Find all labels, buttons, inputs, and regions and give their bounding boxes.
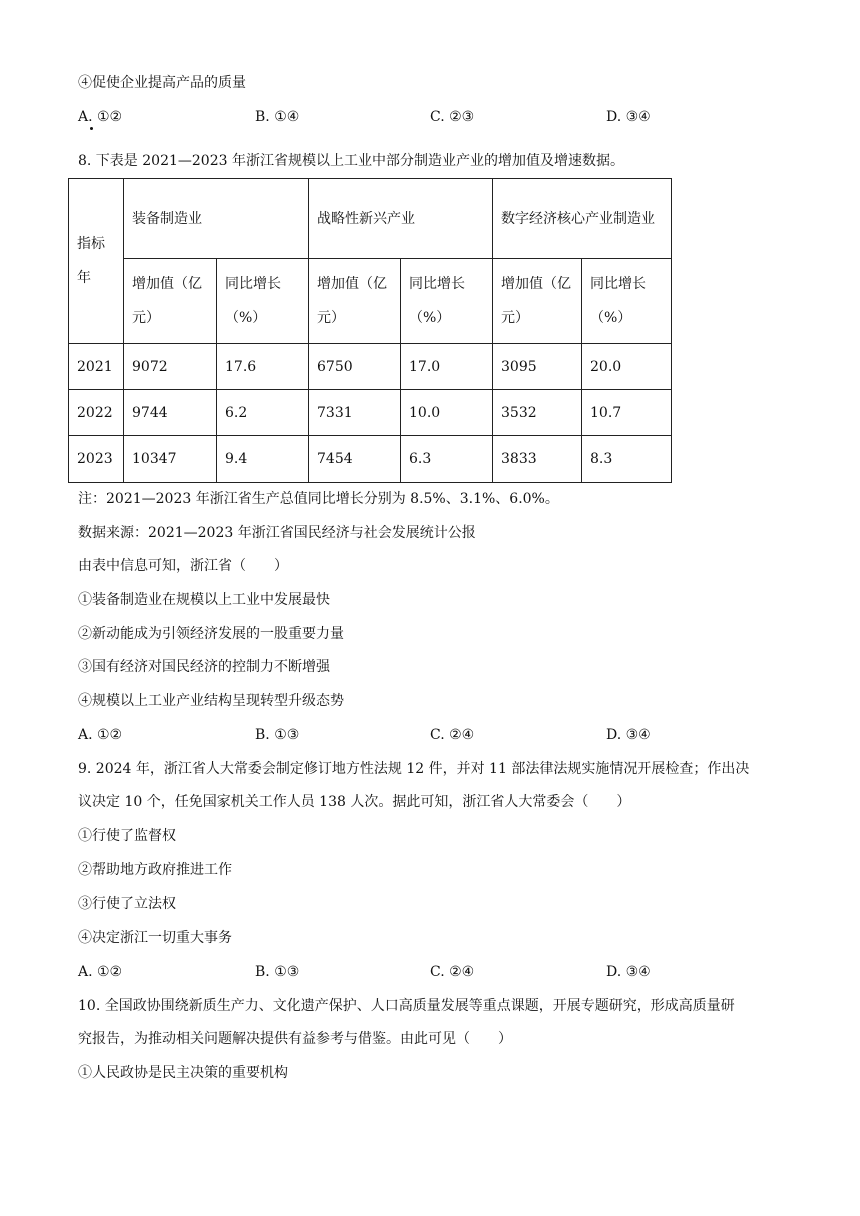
table-cell: 17.0 [401, 344, 493, 390]
q8-source: 数据来源：2021—2023 年浙江省国民经济与社会发展统计公报 [78, 525, 476, 541]
q7-options [78, 107, 778, 127]
q8-option-c: C. ②④ [430, 727, 475, 743]
year-cell: 2023 [69, 436, 124, 483]
table-cell: 10.7 [582, 390, 672, 436]
sub-header-growth: 同比增长（%） [582, 259, 672, 344]
sub-header-growth: 同比增长（%） [401, 259, 493, 344]
table-cell: 8.3 [582, 436, 672, 483]
table-cell: 7454 [309, 436, 401, 483]
q8-option-d: D. ③④ [606, 727, 651, 743]
q8-stem: 8. 下表是 2021—2023 年浙江省规模以上工业中部分制造业产业的增加值及增速数据。 [78, 153, 624, 169]
table-cell: 10347 [124, 436, 217, 483]
q8-item-3: ③国有经济对国民经济的控制力不断增强 [78, 659, 330, 675]
q8-option-a: A. ①② [78, 727, 123, 743]
sub-header-growth: 同比增长（%） [217, 259, 309, 344]
answer-dot-mark [90, 127, 93, 130]
q9-item-1: ①行使了监督权 [78, 828, 176, 844]
q8-note: 注：2021—2023 年浙江省生产总值同比增长分别为 8.5%、3.1%、6.0%。 [78, 491, 559, 507]
year-cell: 2022 [69, 390, 124, 436]
q7-option-d: D. ③④ [606, 109, 651, 125]
table-cell: 6.3 [401, 436, 493, 483]
table-cell: 10.0 [401, 390, 493, 436]
q9-item-3: ③行使了立法权 [78, 896, 176, 912]
table-cell: 9.4 [217, 436, 309, 483]
q9-item-4: ④决定浙江一切重大事务 [78, 930, 232, 946]
group-header-digital: 数字经济核心产业制造业 [493, 179, 672, 259]
q7-option-b: B. ①④ [255, 109, 300, 125]
q9-option-d: D. ③④ [606, 964, 651, 980]
table-cell: 3532 [493, 390, 582, 436]
table-cell: 3095 [493, 344, 582, 390]
sub-header-value: 增加值（亿元） [493, 259, 582, 344]
table-corner-cell [69, 179, 124, 344]
q9-options [78, 962, 778, 982]
table-cell: 6750 [309, 344, 401, 390]
q9-stem-line-2: 议决定 10 个，任免国家机关工作人员 138 人次。据此可知，浙江省人大常委会（ ） [78, 794, 631, 810]
q8-item-2: ②新动能成为引领经济发展的一股重要力量 [78, 626, 344, 642]
q7-item-4: ④促使企业提高产品的质量 [78, 75, 246, 91]
q10-stem-line-2: 究报告，为推动相关问题解决提供有益参考与借鉴。由此可见（ ） [78, 1031, 512, 1047]
q9-item-2: ②帮助地方政府推进工作 [78, 862, 232, 878]
q10-stem-line-1: 10. 全国政协围绕新质生产力、文化遗产保护、人口高质量发展等重点课题，开展专题研究，形成高质量研 [78, 998, 735, 1014]
group-header-equipment: 装备制造业 [124, 179, 309, 259]
q9-option-b: B. ①③ [255, 964, 300, 980]
corner-year-label: 年 [77, 270, 91, 286]
table-cell: 9744 [124, 390, 217, 436]
q7-option-a: A. ①② [78, 109, 123, 125]
q8-question: 由表中信息可知，浙江省（ ） [78, 558, 288, 574]
q9-option-c: C. ②④ [430, 964, 475, 980]
table-cell: 3833 [493, 436, 582, 483]
table-row [69, 436, 672, 483]
table-cell: 7331 [309, 390, 401, 436]
table-row [69, 344, 672, 390]
q8-item-4: ④规模以上工业产业结构呈现转型升级态势 [78, 693, 344, 709]
q8-data-table [68, 178, 672, 483]
q7-option-c: C. ②③ [430, 109, 475, 125]
corner-indicator-label: 指标 [77, 236, 105, 252]
table-cell: 20.0 [582, 344, 672, 390]
table-cell: 9072 [124, 344, 217, 390]
table-row [69, 390, 672, 436]
group-header-strategic: 战略性新兴产业 [309, 179, 493, 259]
q9-stem-line-1: 9. 2024 年，浙江省人大常委会制定修订地方性法规 12 件，并对 11 部法律法规实施情况开展检查；作出决 [78, 761, 750, 777]
q10-item-1: ①人民政协是民主决策的重要机构 [78, 1065, 288, 1081]
table-cell: 6.2 [217, 390, 309, 436]
q9-option-a: A. ①② [78, 964, 123, 980]
table-cell: 17.6 [217, 344, 309, 390]
q8-option-b: B. ①③ [255, 727, 300, 743]
sub-header-value: 增加值（亿元） [124, 259, 217, 344]
q8-options [78, 725, 778, 745]
sub-header-value: 增加值（亿元） [309, 259, 401, 344]
year-cell: 2021 [69, 344, 124, 390]
q8-item-1: ①装备制造业在规模以上工业中发展最快 [78, 592, 330, 608]
